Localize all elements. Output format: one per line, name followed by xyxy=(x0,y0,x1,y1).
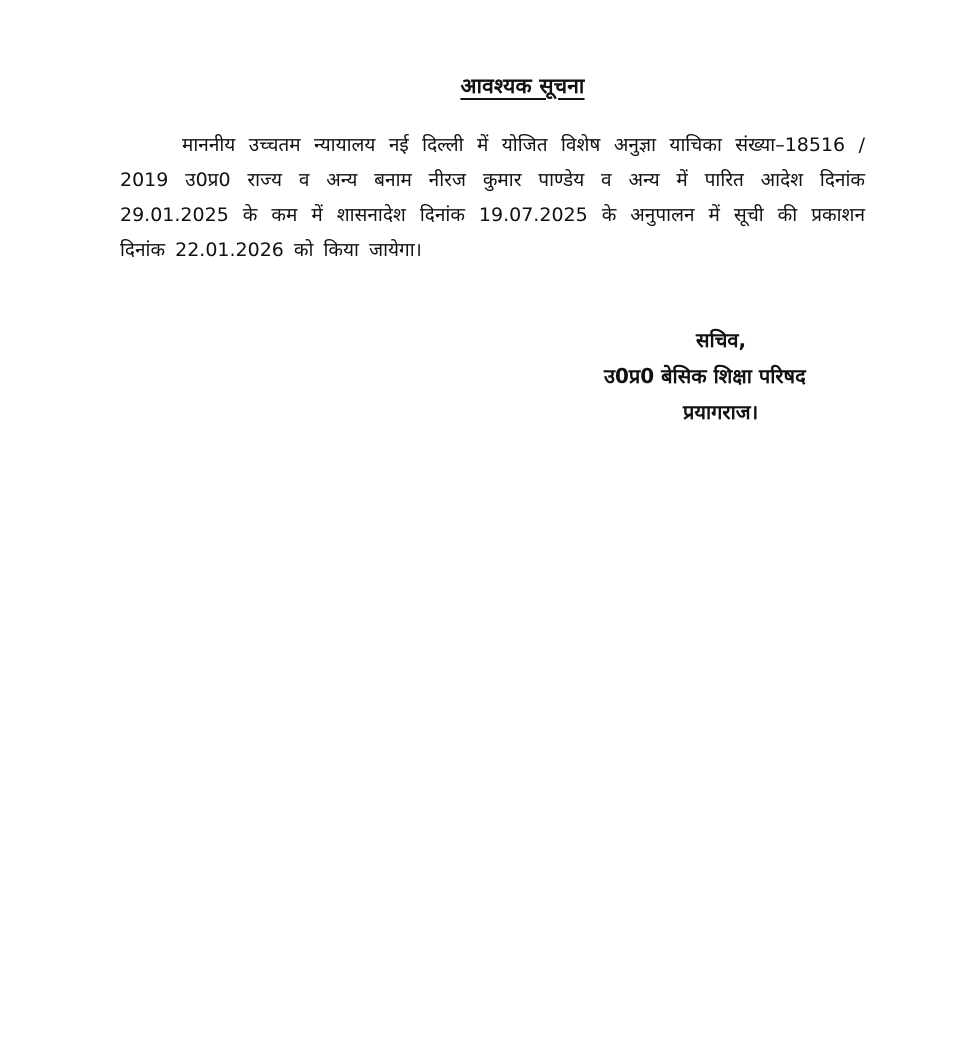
notice-body: माननीय उच्चतम न्यायालय नई दिल्ली में योजित विशेष अनुज्ञा याचिका संख्या–18516 / 2019 उ0प्र0 राज्य व अन्य बनाम नीरज कुमार पाण्डेय व अन्य में पारित आदेश दिनांक 29.01.2025 के कम में शासनादेश दिनांक 19.07.2025 के अनुपालन में सूची की प्रकाशन दिनांक 22.01.2026 को किया जायेगा। xyxy=(120,134,865,261)
notice-title xyxy=(0,72,960,100)
signature-organization: उ0प्र0 बेसिक शिक्षा परिषद xyxy=(604,364,806,388)
signature-place: प्रयागराज। xyxy=(683,400,759,424)
signature-block xyxy=(600,322,900,430)
signature-designation: सचिव, xyxy=(696,328,747,352)
notice-title-text: आवश्यक सूचना xyxy=(460,74,585,98)
